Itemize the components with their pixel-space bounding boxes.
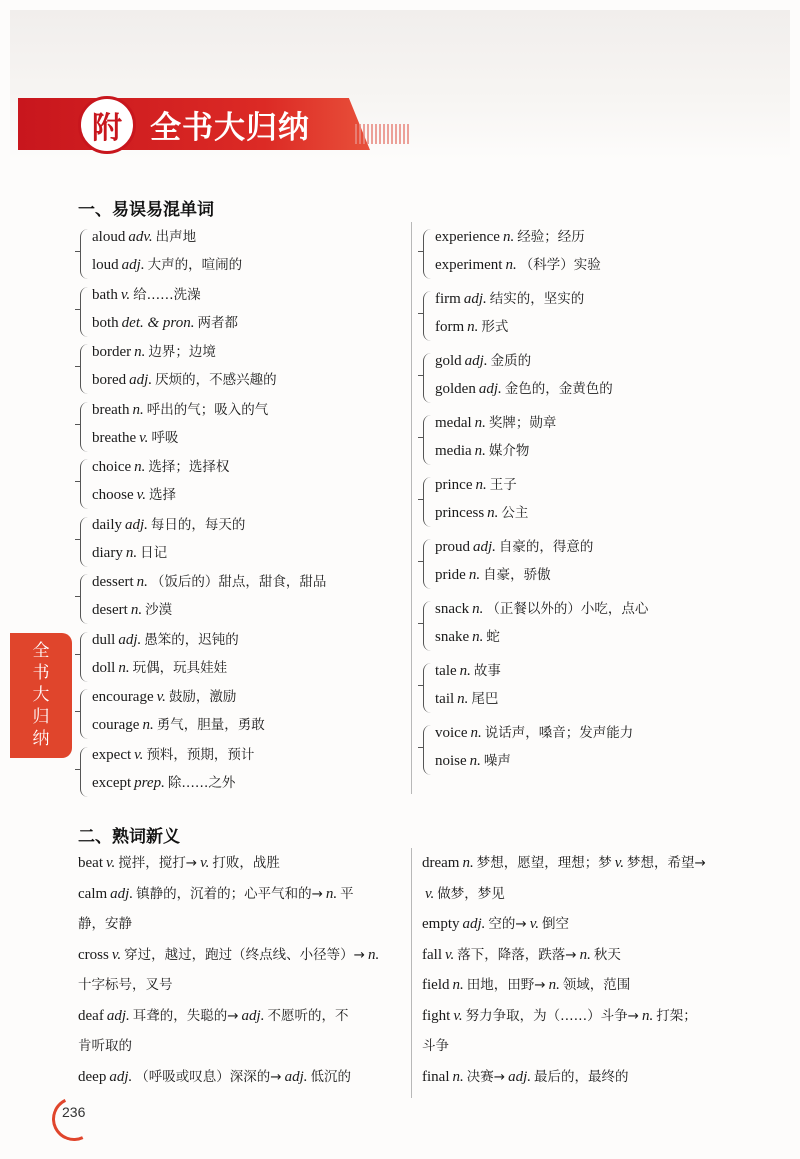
- brace: [423, 539, 431, 589]
- meaning-line: [422, 879, 505, 910]
- brace: [423, 601, 431, 651]
- brace: [80, 287, 88, 337]
- meaning: 打败，战胜: [212, 855, 280, 871]
- meaning: 耳聋的，失聪的→: [132, 1007, 239, 1024]
- part-of-speech: n.: [475, 477, 487, 493]
- meaning: 愚笨的，迟钝的: [144, 631, 239, 648]
- word-entry: [435, 599, 648, 619]
- meaning: （饭后的）甜点，甜食，甜品: [150, 574, 327, 590]
- word: diary: [92, 544, 123, 561]
- word: expect: [92, 746, 132, 763]
- word-entry: [92, 515, 245, 535]
- meaning: 静，安静: [78, 916, 132, 932]
- meaning: 厌烦的，不感兴趣的: [155, 372, 277, 388]
- part-of-speech: n.: [502, 229, 515, 245]
- meaning-line: [422, 1031, 449, 1062]
- meaning: 斗争: [422, 1038, 449, 1054]
- meaning: 噪声: [483, 753, 511, 769]
- part-of-speech: n.: [579, 946, 591, 963]
- word-entry: [435, 689, 498, 709]
- part-of-speech: adj.: [129, 372, 153, 388]
- part-of-speech: n.: [130, 602, 143, 618]
- meaning: 呼出的气；吸入的气: [146, 401, 269, 418]
- meaning-line: [422, 909, 569, 940]
- meaning: 公主: [501, 505, 529, 521]
- meaning: 穿过，越过，跑过（终点线、小径等）→: [124, 946, 365, 963]
- brace: [80, 344, 88, 394]
- word-entry: [92, 428, 178, 448]
- word-entry: [92, 687, 236, 707]
- meaning: 日记: [140, 544, 168, 561]
- word: noise: [435, 753, 467, 769]
- word: desert: [92, 602, 128, 618]
- meaning-line: [422, 1062, 628, 1093]
- section-heading-new-meanings: 二、熟词新义: [78, 827, 180, 847]
- word-entry: [435, 379, 613, 399]
- part-of-speech: adj.: [508, 1068, 531, 1085]
- meaning: 金质的: [490, 353, 532, 369]
- word: encourage: [92, 689, 154, 705]
- meaning: 领域，范围: [562, 977, 631, 993]
- word-entry: [435, 227, 585, 247]
- word-entry: [92, 227, 196, 247]
- meaning: 大声的，喧闹的: [147, 257, 243, 273]
- meaning-line: [78, 970, 173, 1001]
- word-entry: [92, 715, 265, 735]
- part-of-speech: n.: [142, 717, 154, 733]
- meaning-line: [78, 1031, 132, 1062]
- brace: [80, 574, 88, 624]
- brace: [80, 689, 88, 739]
- meaning: 低沉的: [310, 1068, 351, 1085]
- section-heading-confusing-words: 一、易误易混单词: [78, 200, 214, 220]
- part-of-speech: n.: [459, 663, 471, 679]
- brace: [423, 291, 431, 341]
- meaning: 尾巴: [471, 691, 499, 707]
- word: media: [435, 443, 472, 459]
- meaning: 玩偶，玩具娃娃: [132, 659, 228, 676]
- word-entry: [92, 313, 238, 333]
- word: breathe: [92, 429, 137, 446]
- part-of-speech: n.: [452, 1068, 464, 1085]
- side-tab-label: 全书大归纳: [32, 641, 50, 749]
- meaning-line: [78, 1001, 348, 1032]
- word-entry: [92, 255, 242, 275]
- word: bath: [92, 286, 118, 303]
- part-of-speech: v.: [136, 487, 146, 503]
- word-entry: [435, 661, 501, 681]
- word: deep: [78, 1068, 107, 1085]
- part-of-speech: adj.: [241, 1007, 265, 1024]
- meaning: 形式: [481, 319, 509, 335]
- meaning: 最后的，最终的: [533, 1068, 629, 1085]
- word-entry: [92, 370, 277, 390]
- word: doll: [92, 659, 116, 676]
- part-of-speech: adj.: [106, 1007, 130, 1024]
- word: except: [92, 774, 132, 791]
- part-of-speech: v.: [120, 286, 131, 303]
- meaning: 倒空: [542, 916, 570, 932]
- meaning: 金色的，金黄色的: [504, 381, 613, 397]
- brace: [80, 402, 88, 452]
- word-entry: [92, 572, 326, 592]
- word-entry: [92, 745, 254, 765]
- word: fight: [422, 1007, 451, 1024]
- meaning: 梦想，愿望，理想；梦: [476, 855, 612, 871]
- word: courage: [92, 717, 140, 733]
- word-entry: [92, 342, 216, 362]
- meaning: 十字标号，叉号: [78, 977, 173, 993]
- meaning-line: [78, 1062, 351, 1093]
- word-entry: [92, 630, 239, 650]
- word-entry: [92, 400, 268, 420]
- part-of-speech: det. & pron.: [121, 314, 195, 331]
- word-entry: [92, 543, 167, 563]
- part-of-speech: n.: [641, 1007, 654, 1024]
- part-of-speech: v.: [156, 689, 166, 705]
- word: voice: [435, 725, 468, 741]
- banner-fade-stripes: [355, 124, 410, 144]
- meaning: 搅拌，搅打→: [118, 855, 198, 871]
- meaning: 落下，降落，跌落→: [457, 946, 577, 963]
- part-of-speech: v.: [134, 746, 144, 763]
- meaning: 除……之外: [167, 774, 236, 791]
- meaning: 选择: [148, 487, 176, 503]
- part-of-speech: adj.: [464, 353, 488, 369]
- meaning: 两者都: [197, 314, 238, 331]
- word: field: [422, 977, 450, 993]
- part-of-speech: n.: [474, 415, 486, 431]
- meaning: 蛇: [486, 629, 500, 645]
- word: empty: [422, 916, 460, 932]
- meaning: 自豪的，得意的: [498, 539, 594, 555]
- word: proud: [435, 539, 470, 555]
- brace: [80, 747, 88, 797]
- meaning: 说话声，嗓音；发声能力: [484, 725, 634, 741]
- part-of-speech: n.: [472, 601, 484, 617]
- part-of-speech: n.: [469, 753, 481, 769]
- meaning: 平: [340, 885, 354, 902]
- meaning-line: [422, 1001, 697, 1032]
- meaning-line: [78, 940, 382, 971]
- word-entry: [92, 457, 229, 477]
- part-of-speech: adj.: [109, 1068, 133, 1085]
- word: deaf: [78, 1007, 104, 1024]
- part-of-speech: adj.: [473, 539, 496, 555]
- part-of-speech: n.: [474, 443, 486, 459]
- word: tale: [435, 663, 457, 679]
- word-entry: [92, 773, 235, 793]
- meaning-line: [422, 970, 630, 1001]
- word: experiment: [435, 257, 503, 273]
- word-entry: [435, 537, 593, 557]
- word-entry: [92, 485, 176, 505]
- word: pride: [435, 567, 466, 583]
- column-divider-2: [411, 848, 412, 1098]
- meaning-line: [422, 940, 621, 971]
- appendix-badge: [78, 96, 136, 154]
- meaning: 镇静的，沉着的；心平气和的→: [136, 885, 323, 902]
- part-of-speech: v.: [614, 855, 625, 871]
- word-entry: [435, 317, 508, 337]
- meaning: 肯听取的: [78, 1038, 132, 1054]
- meaning: 空的→: [488, 916, 527, 932]
- page-title: 全书大归纳: [150, 110, 310, 146]
- word-entry: [92, 285, 201, 305]
- word-entry: [435, 627, 500, 647]
- part-of-speech: n.: [467, 319, 479, 335]
- part-of-speech: v.: [200, 855, 210, 871]
- part-of-speech: n.: [136, 574, 148, 590]
- meaning: 经验；经历: [517, 229, 585, 245]
- column-divider: [411, 222, 412, 794]
- word: fall: [422, 946, 442, 963]
- meaning: 王子: [489, 477, 517, 493]
- word-entry: [435, 255, 601, 275]
- word: snake: [435, 629, 470, 645]
- part-of-speech: v.: [529, 916, 540, 932]
- page-number: 236: [62, 1104, 86, 1120]
- part-of-speech: n.: [125, 544, 138, 561]
- word: firm: [435, 291, 461, 307]
- word-entry: [92, 600, 172, 620]
- word: dream: [422, 855, 460, 871]
- word-entry: [92, 658, 227, 678]
- part-of-speech: adj.: [125, 516, 148, 533]
- part-of-speech: n.: [132, 401, 144, 418]
- meaning: 努力争取，为（……）斗争→: [465, 1007, 639, 1024]
- appendix-badge-text: 附: [92, 111, 122, 146]
- brace: [423, 477, 431, 527]
- word: experience: [435, 229, 500, 245]
- meaning: 奖牌；勋章: [488, 415, 557, 431]
- word: choose: [92, 487, 134, 503]
- word: daily: [92, 516, 122, 533]
- meaning: 沙漠: [145, 602, 173, 618]
- brace: [80, 517, 88, 567]
- brace: [80, 459, 88, 509]
- part-of-speech: n.: [505, 257, 517, 273]
- brace: [423, 725, 431, 775]
- part-of-speech: adj.: [462, 916, 486, 932]
- meaning: 梦想，希望→: [627, 855, 706, 871]
- word-entry: [435, 751, 511, 771]
- word: dull: [92, 631, 116, 648]
- word-entry: [435, 413, 556, 433]
- word: golden: [435, 381, 476, 397]
- meaning-line: [78, 848, 280, 879]
- word: aloud: [92, 229, 126, 245]
- meaning-line: [78, 909, 132, 940]
- meaning: （科学）实验: [519, 257, 601, 273]
- meaning: 自豪，骄傲: [483, 567, 551, 583]
- part-of-speech: adj.: [478, 381, 502, 397]
- word: tail: [435, 691, 455, 707]
- meaning: 每日的，每天的: [150, 516, 246, 533]
- word: princess: [435, 505, 485, 521]
- meaning: 打架；: [656, 1007, 697, 1024]
- brace: [80, 229, 88, 279]
- part-of-speech: v.: [445, 946, 455, 963]
- part-of-speech: n.: [457, 691, 469, 707]
- part-of-speech: adj.: [121, 257, 145, 273]
- meaning: 预料，预期，预计: [146, 746, 255, 763]
- word-entry: [435, 441, 529, 461]
- meaning: 鼓励，激励: [168, 689, 237, 705]
- part-of-speech: n.: [325, 885, 338, 902]
- meaning: 呼吸: [151, 429, 179, 446]
- word: dessert: [92, 574, 134, 590]
- meaning: 媒介物: [488, 443, 530, 459]
- part-of-speech: adj.: [463, 291, 487, 307]
- word-entry: [435, 723, 633, 743]
- part-of-speech: n.: [472, 629, 484, 645]
- word: form: [435, 319, 465, 335]
- part-of-speech: prep.: [134, 774, 165, 791]
- part-of-speech: n.: [462, 855, 474, 871]
- word: both: [92, 314, 119, 331]
- meaning: 边界；边境: [148, 344, 216, 360]
- word-entry: [435, 475, 517, 495]
- brace: [80, 632, 88, 682]
- brace: [423, 415, 431, 465]
- part-of-speech: n.: [367, 946, 380, 963]
- meaning: （呼吸或叹息）深深的→: [135, 1068, 282, 1085]
- word: bored: [92, 372, 127, 388]
- part-of-speech: v.: [425, 885, 435, 902]
- part-of-speech: adv.: [128, 229, 153, 245]
- word-entry: [435, 351, 531, 371]
- part-of-speech: n.: [548, 977, 560, 993]
- word: gold: [435, 353, 462, 369]
- part-of-speech: v.: [453, 1007, 463, 1024]
- meaning: 田地，田野→: [466, 977, 546, 993]
- meaning: 勇气，胆量，勇敢: [156, 717, 265, 733]
- meaning: 选择；选择权: [148, 459, 230, 475]
- part-of-speech: n.: [134, 459, 146, 475]
- part-of-speech: v.: [111, 946, 122, 963]
- word: loud: [92, 257, 119, 273]
- part-of-speech: adj.: [118, 631, 142, 648]
- part-of-speech: n.: [452, 977, 464, 993]
- word: calm: [78, 885, 108, 902]
- meaning: 给……洗澡: [133, 286, 201, 303]
- meaning: 决赛→: [466, 1068, 506, 1085]
- part-of-speech: n.: [487, 505, 499, 521]
- brace: [423, 229, 431, 279]
- meaning: 不愿听的，不: [267, 1007, 349, 1024]
- word-entry: [435, 565, 551, 585]
- meaning: 出声地: [155, 229, 197, 245]
- meaning: 结实的，坚实的: [489, 291, 585, 307]
- meaning-line: [422, 848, 706, 879]
- part-of-speech: adj.: [284, 1068, 308, 1085]
- part-of-speech: adj.: [110, 885, 134, 902]
- brace: [423, 663, 431, 713]
- word: medal: [435, 415, 472, 431]
- part-of-speech: n.: [134, 344, 146, 360]
- part-of-speech: n.: [468, 567, 481, 583]
- word: beat: [78, 855, 103, 871]
- word-entry: [435, 289, 584, 309]
- word-entry: [435, 503, 528, 523]
- word: choice: [92, 459, 132, 475]
- word: snack: [435, 601, 470, 617]
- word: breath: [92, 401, 130, 418]
- meaning: （正餐以外的）小吃，点心: [486, 601, 649, 617]
- word: final: [422, 1068, 450, 1085]
- word: cross: [78, 946, 109, 963]
- part-of-speech: n.: [118, 659, 130, 676]
- brace: [423, 353, 431, 403]
- meaning: 秋天: [593, 946, 621, 963]
- word: prince: [435, 477, 473, 493]
- meaning: 故事: [473, 663, 501, 679]
- meaning: 做梦，梦见: [437, 885, 505, 902]
- part-of-speech: v.: [139, 429, 149, 446]
- part-of-speech: v.: [105, 855, 116, 871]
- part-of-speech: n.: [470, 725, 482, 741]
- meaning-line: [78, 879, 354, 910]
- word: border: [92, 344, 132, 360]
